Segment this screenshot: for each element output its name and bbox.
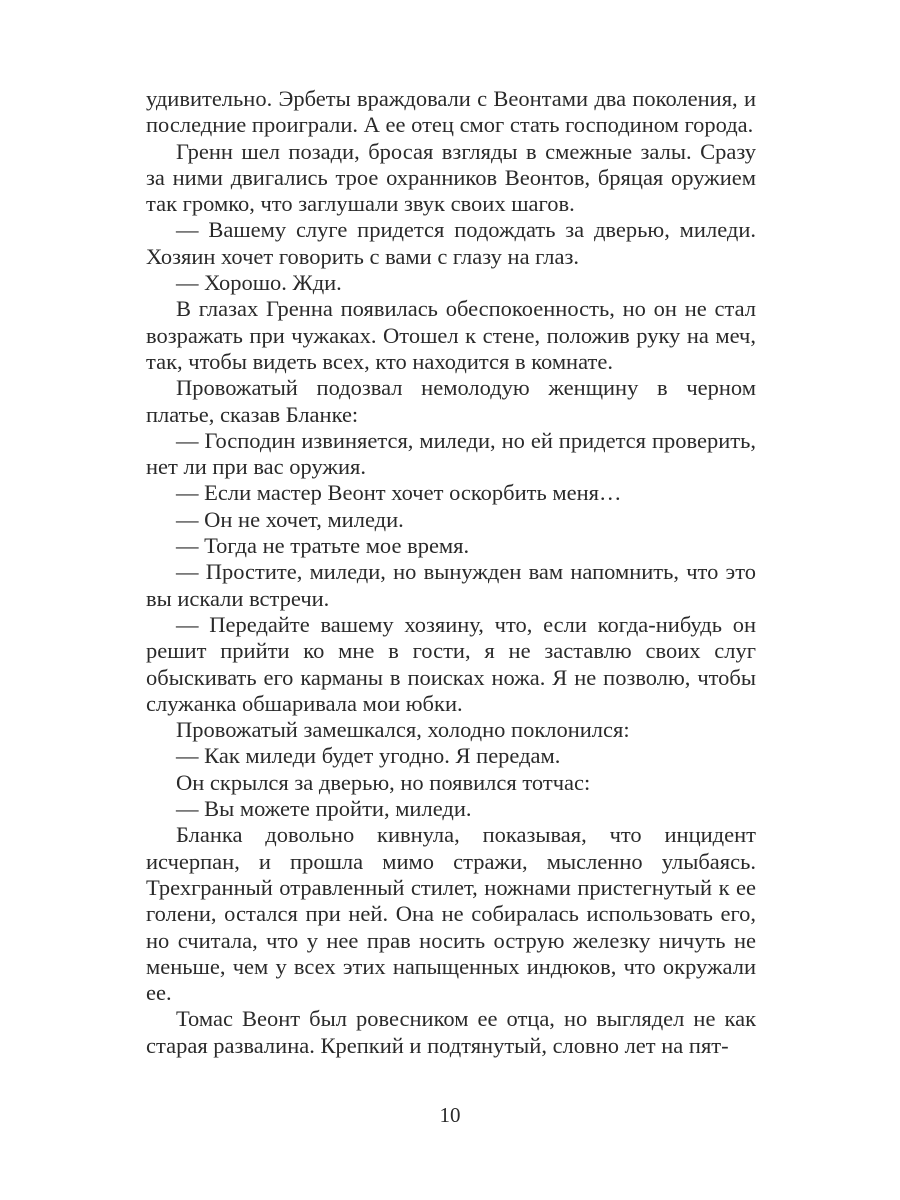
paragraph: Он скрылся за дверью, но появился тотчас: bbox=[176, 769, 591, 795]
paragraph: — Вы можете пройти, миледи. bbox=[176, 796, 472, 822]
paragraph: Провожатый подозвал немолодую женщину в черном платье, сказав Бланке: bbox=[146, 375, 756, 427]
paragraph: — Господин извиняется, миледи, но ей придется проверить, нет ли при вас оружия. bbox=[146, 427, 756, 480]
paragraph: — Тогда не тратьте мое время. bbox=[176, 533, 470, 559]
paragraph: — Хорошо. Жди. bbox=[176, 270, 342, 296]
paragraph: — Как миледи будет угодно. Я передам. bbox=[176, 743, 561, 769]
paragraph: Бланка довольно кивнула, показывая, что инцидент исчерпан, и прошла мимо стражи, мысленно улыбаясь. Трехгранный отравленный стилет, ножнами пристегнутый к ее голени, остался при ней. Она не собиралась использовать его, но считала, что у нее прав носить острую железку ничуть не меньше, чем у всех этих напыщенных индюков, что окружали ее. bbox=[146, 822, 756, 1006]
body-text bbox=[146, 86, 756, 1059]
paragraph: Томас Веонт был ровесником ее отца, но выглядел не как старая развалина. Крепкий и подтянутый, словно лет на пят- bbox=[146, 1006, 756, 1058]
paragraph: — Он не хочет, миледи. bbox=[176, 506, 404, 532]
page-number: 10 bbox=[439, 1103, 461, 1127]
paragraph: — Если мастер Веонт хочет оскорбить меня… bbox=[176, 480, 622, 506]
paragraph: — Простите, миледи, но вынужден вам напомнить, что это вы искали встречи. bbox=[146, 559, 756, 611]
paragraph: — Передайте вашему хозяину, что, если когда-нибудь он решит прийти ко мне в гости, я не заставлю своих слуг обыскивать его карманы в поисках ножа. Я не позволю, чтобы служанка обшаривала мои юбки. bbox=[146, 611, 756, 716]
paragraph: удивительно. Эрбеты враждовали с Веонтами два поколения, и последние проиграли. А ее отец смог стать господином города. bbox=[146, 86, 756, 138]
paragraph: В глазах Гренна появилась обеспокоенность, но он не стал возражать при чужаках. Отошел к стене, положив руку на меч, так, чтобы видеть всех, кто находится в комнате. bbox=[146, 296, 756, 374]
paragraph: — Вашему слуге придется подождать за дверью, миледи. Хозяин хочет говорить с вами с глазу на глаз. bbox=[146, 217, 756, 269]
paragraph: Гренн шел позади, бросая взгляды в смежные залы. Сразу за ними двигались трое охранников Веонтов, бряцая оружием так громко, что заглушали звук своих шагов. bbox=[146, 138, 756, 217]
paragraph: Провожатый замешкался, холодно поклонился: bbox=[176, 717, 630, 743]
